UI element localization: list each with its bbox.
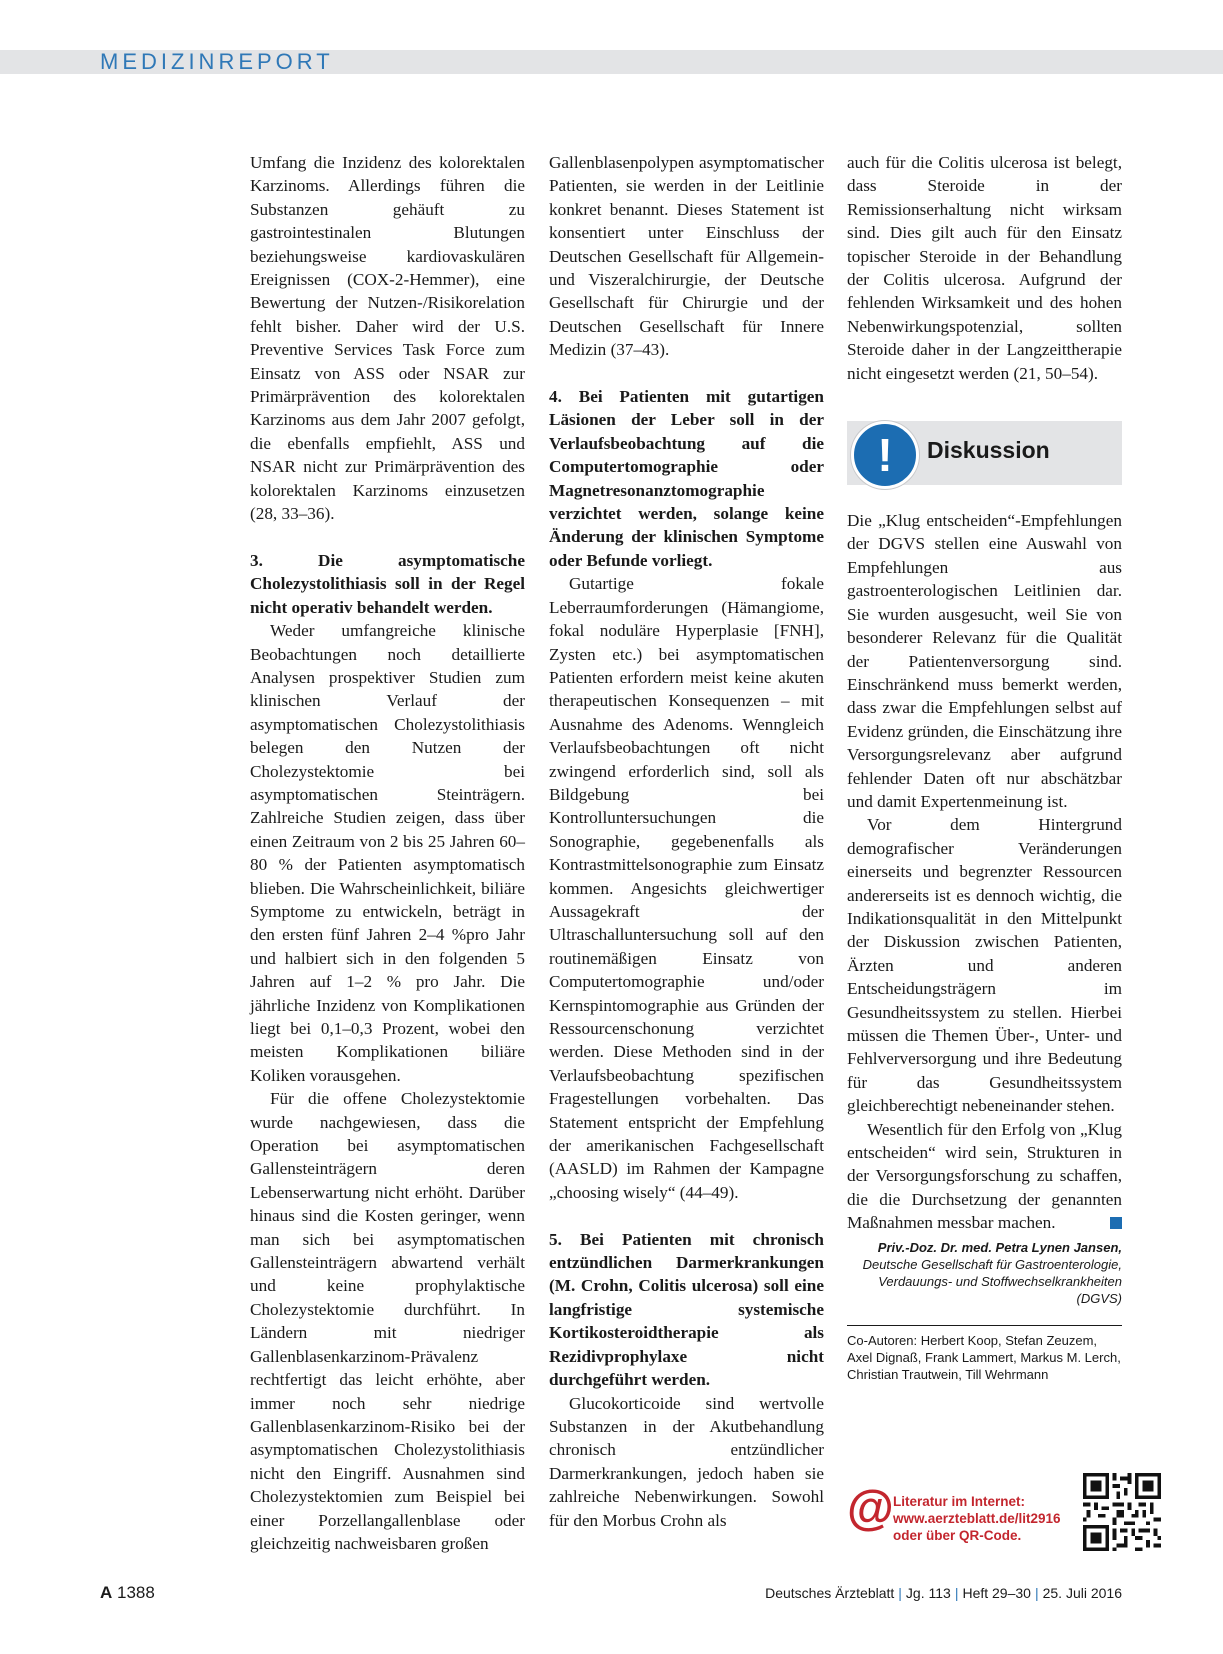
paragraph: Glucokorticoide sind wertvolle Substanzen in der Akutbehandlung chronisch entzündlicher Darmerkrankungen, jedoch haben sie zahlreiche Nebenwirkungen. Sowohl für den Morbus Crohn als	[549, 1393, 824, 1530]
separator: |	[1034, 1585, 1039, 1601]
literature-label: Literatur im Internet:	[893, 1494, 1026, 1509]
separator: |	[898, 1585, 902, 1601]
author-org: Deutsche Gesellschaft für Gastroenterologie,	[862, 1256, 1122, 1272]
column-1	[250, 151, 525, 1555]
at-icon: @	[847, 1482, 894, 1535]
literature-link[interactable]: www.aerzteblatt.de/lit2916	[893, 1511, 1061, 1526]
author-block	[847, 1239, 1122, 1307]
paragraph: Weder umfangreiche klinische Beobachtungen noch detaillierte Analysen prospektiver Studien zum klinischen Verlauf der asymptomatischen Cholezystolithiasis belegen den Nutzen der Cholezystektomie bei asymptomatischen Steinträgern. Zahlreiche Studien zeigen, dass über einen Zeitraum von 2 bis 25 Jahren 60–80 % der Patienten asymptomatisch blieben. Die Wahrscheinlichkeit, biliäre Symptome zu entwickeln, beträgt in den ersten fünf Jahren 2–4 %pro Jahr und halbiert sich in den folgenden 5 Jahren auf 1–2 % pro Jahr. Die jährliche Inzidenz von Komplikationen liegt bei 0,1–0,3 Prozent, wobei den meisten Komplikationen biliäre Koliken vorausgehen.	[250, 621, 525, 1085]
page-number: A 1388	[100, 1583, 155, 1602]
discussion-title: Diskussion	[927, 437, 1050, 464]
author-name: Priv.-Doz. Dr. med. Petra Lynen Jansen,	[877, 1239, 1122, 1255]
discussion-box	[847, 421, 1122, 485]
journal-date: 25. Juli 2016	[1042, 1585, 1122, 1601]
recommendation-heading-4: 4. Bei Patienten mit gutartigen Läsionen der Leber soll in der Verlaufsbeobachtung auf die Computertomographie oder Magnetresonanztomographie verzichtet werden, solange keine Änderung der klinischen Symptome oder Befunde vorliegt.	[549, 387, 824, 570]
paragraph: Gallenblasenpolypen asymptomatischer Patienten, sie werden in der Leitlinie konkret benannt. Dieses Statement ist konsentiert unter Einschluss der Deutschen Gesellschaft für Allgemein- und Viszeralchirurgie, der Deutsche Gesellschaft für Chirurgie und der Deutschen Gesellschaft für Innere Medizin (37–43).	[549, 153, 824, 360]
paragraph-text: Wesentlich für den Erfolg von „Klug entscheiden“ wird sein, Strukturen in der Versorgungsforschung zu schaffen, die die Durchsetzung der genannten Maßnahmen messbar machen.	[847, 1119, 1122, 1233]
paragraph: Gutartige fokale Leberraumforderungen (Hämangiome, fokal noduläre Hyperplasie [FNH], Zysten etc.) bei asymptomatischen Patienten erfordern meist keine akuten therapeutischen Konsequenzen – mit Ausnahme des Adenoms. Wenngleich Verlaufsbeobachtungen oft nicht zwingend erforderlich sind, soll als Bildgebung bei Kontrolluntersuchungen die Sonographie, gegebenenfalls als Kontrastmittelsonographie zum Einsatz kommen. Angesichts gleichwertiger Aussagekraft der Ultraschalluntersuchung soll auf den routinemäßigen Einsatz von Computertomographie und/oder Kernspintomographie aus Gründen der Ressourcenschonung verzichtet werden. Diese Methoden sind in der Verlaufsbeobachtung spezifischen Fragestellungen vorbehalten. Das Statement entspricht der Empfehlung der amerikanischen Fachgesellschaft (AASLD) im Rahmen der Kampagne „choosing wisely“ (44–49).	[549, 574, 824, 1202]
column-2	[549, 151, 824, 1532]
qr-code-icon[interactable]	[1083, 1473, 1161, 1551]
paragraph: Vor dem Hintergrund demografischer Veränderungen einerseits und begrenzter Ressourcen andererseits ist es dennoch wichtig, die Indikationsqualität in den Mittelpunkt der Diskussion zwischen Patienten, Ärzten und anderen Entscheidungsträgern im Gesundheitssystem zu stellen. Hierbei müssen die Themen Über-, Unter- und Fehlverversorgung und ihre Bedeutung für das Gesundheitssystem gleichberechtigt nebeneinander stehen.	[847, 815, 1122, 1116]
separator: |	[954, 1585, 959, 1601]
paragraph: Die „Klug entscheiden“-Empfehlungen der DGVS stellen eine Auswahl von Empfehlungen aus gastroenterologischen Leitlinien dar. Sie wurden ausgesucht, weil Sie von besonderer Relevanz für die Qualität der Patientenversorgung sind. Einschränkend muss bemerkt werden, dass zwar die Empfehlungen selbst auf Evidenz gründen, die Einschätzung ihre Versorgungsrelevanz aber aufgrund fehlender Daten oft nur abschätzbar und damit Expertenmeinung ist.	[847, 511, 1122, 811]
column-3	[847, 151, 1122, 1383]
recommendation-heading-5: 5. Bei Patienten mit chronisch entzündlichen Darmerkrankungen (M. Crohn, Colitis ulcerosa) soll eine langfristige systemische Kortikosteroidtherapie als Rezidivprophylaxe nicht durchgeführt werden.	[549, 1229, 824, 1390]
coauthors: Co-Autoren: Herbert Koop, Stefan Zeuzem, Axel Dignaß, Frank Lammert, Markus M. Lerch, Christian Trautwein, Till Wehrmann	[847, 1325, 1122, 1383]
journal-issue: Heft 29–30	[962, 1585, 1031, 1601]
paragraph: Für die offene Cholezystektomie wurde nachgewiesen, dass die Operation bei asymptomatischen Gallensteinträgern deren Lebenserwartung nicht erhöht. Darüber hinaus sind die Kosten geringer, wenn man sich bei asymptomatischen Gallensteinträgern abwartend verhält und keine prophylaktische Cholezystektomie durchführt. In Ländern mit niedriger Gallenblasenkarzinom-Prävalenz rechtfertigt das leicht erhöhte, aber immer noch sehr niedrige Gallenblasenkarzinom-Risiko bei der asymptomatischen Cholezystolithiasis nicht den Eingriff. Ausnahmen sind Cholezystektomien zum Beispiel bei einer Porzellangallenblase oder gleichzeitig nachweisbaren großen	[250, 1089, 525, 1553]
paragraph: Umfang die Inzidenz des kolorektalen Karzinoms. Allerdings führen die Substanzen gehäuft zu gastrointestinalen Blutungen beziehungsweise kardiovaskulären Ereignissen (COX-2-Hemmer), eine Bewertung der Nutzen-/Risikorelation fehlt bisher. Daher wird der U.S. Preventive Services Task Force zum Einsatz von ASS oder NSAR zur Primärprävention des kolorektalen Karzinoms aus dem Jahr 2007 gefolgt, die ebenfalls empfiehlt, ASS und NSAR nicht zur Primärprävention des kolorektalen Karzinoms einzusetzen (28, 33–36).	[250, 153, 525, 524]
author-org: Verdauungs- und Stoffwechselkrankheiten (DGVS)	[878, 1273, 1122, 1306]
paragraph-final	[847, 1118, 1122, 1235]
exclamation-icon: !	[851, 421, 919, 489]
journal-volume: Jg. 113	[905, 1585, 951, 1601]
literature-text	[893, 1493, 1061, 1544]
paragraph: auch für die Colitis ulcerosa ist belegt, dass Steroide in der Remissionserhaltung nicht wirksam sind. Dies gilt auch für den Einsatz topischer Steroide in der Behandlung der Colitis ulcerosa. Aufgrund der fehlenden Wirksamkeit und des hohen Nebenwirkungspotenzial, sollten Steroide daher in der Langzeittherapie nicht eingesetzt werden (21, 50–54).	[847, 153, 1122, 383]
recommendation-heading-3: 3. Die asymptomatische Cholezystolithiasis soll in der Regel nicht operativ behandelt werden.	[250, 550, 525, 617]
journal-info	[765, 1585, 1122, 1601]
end-square-icon	[1110, 1217, 1122, 1229]
journal-name: Deutsches Ärzteblatt	[765, 1585, 895, 1601]
section-title: MEDIZINREPORT	[100, 49, 334, 74]
literature-box	[847, 1473, 1162, 1555]
literature-qr-hint: oder über QR-Code.	[893, 1528, 1022, 1543]
